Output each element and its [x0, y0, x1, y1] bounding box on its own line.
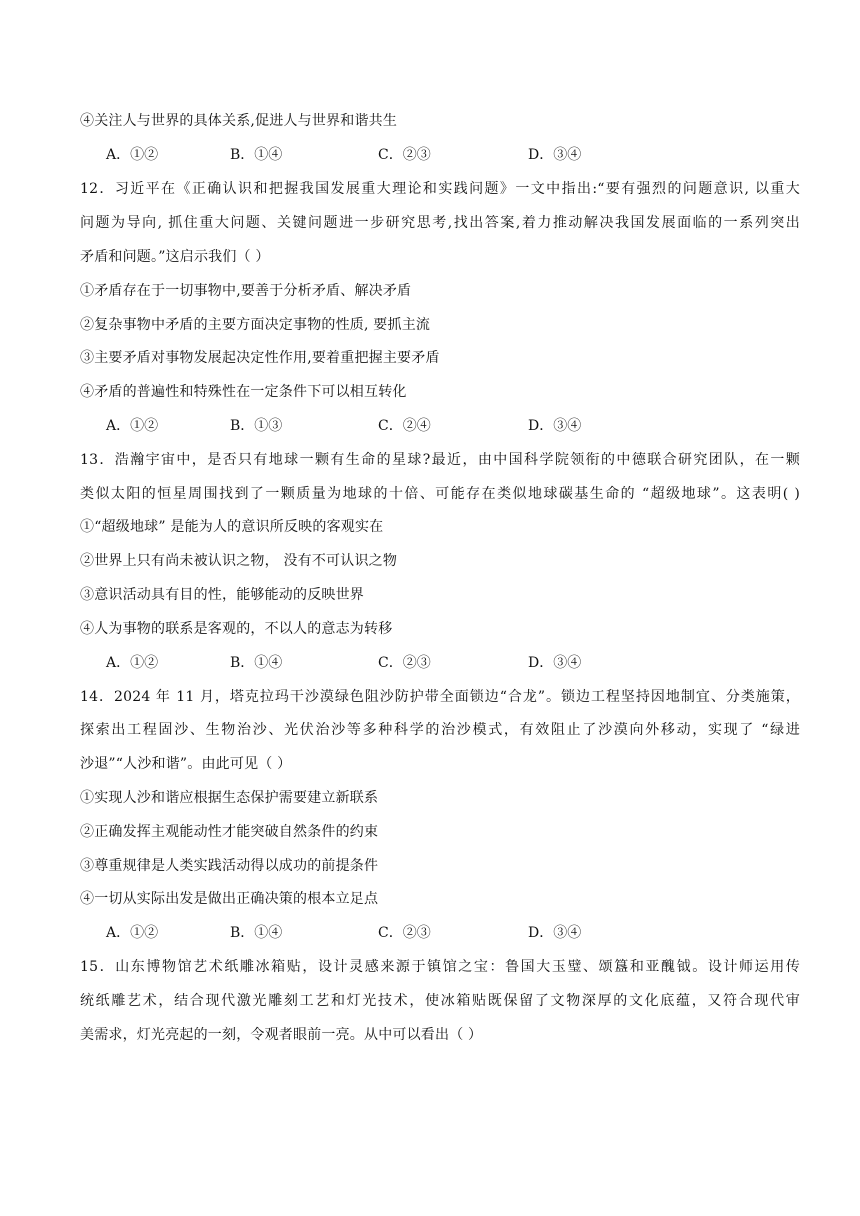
q13-options [106, 653, 666, 673]
q13-stem-line-1: 13．浩瀚宇宙中，是否只有地球一颗有生命的星球?最近，由中国科学院领衔的中德联合研究团队，在一颗 [80, 452, 800, 468]
q13-statement-1: ①“超级地球” 是能为人的意识所反映的客观实在 [80, 519, 384, 535]
q14-options [106, 923, 666, 943]
q13-statement-3: ③意识活动具有目的性，能够能动的反映世界 [80, 587, 364, 603]
q14-stem-line-1: 14．2024 年 11 月，塔克拉玛干沙漠绿色阻沙防护带全面锁边“合龙”。锁边工程坚持因地制宜、分类施策， [80, 689, 800, 705]
q12-option-b[interactable]: B．①③ [230, 418, 283, 434]
q13-statement-2: ②世界上只有尚未被认识之物， 没有不可认识之物 [80, 553, 398, 569]
q14-stem-line-3: 沙退”“人沙和谐”。由此可见（ ） [80, 756, 292, 772]
q13-option-b[interactable]: B．①④ [230, 655, 283, 671]
q11-option-b[interactable]: B．①④ [230, 147, 283, 163]
q14-statement-2: ②正确发挥主观能动性才能突破自然条件的约束 [80, 824, 379, 840]
q12-option-d[interactable]: D．③④ [528, 418, 582, 434]
q13-stem-line-2: 类似太阳的恒星周围找到了一颗质量为地球的十倍、可能存在类似地球碳基生命的 “超级地球”。这表明( ) [80, 486, 800, 502]
q13-option-d[interactable]: D．③④ [528, 655, 582, 671]
q11-options [106, 145, 666, 165]
q12-statement-2: ②复杂事物中矛盾的主要方面决定事物的性质, 要抓主流 [80, 317, 431, 333]
q14-statement-3: ③尊重规律是人类实践活动得以成功的前提条件 [80, 858, 379, 874]
q11-option-d[interactable]: D．③④ [528, 147, 582, 163]
q12-option-a[interactable]: A．①② [106, 418, 159, 434]
q13-option-c[interactable]: C．②③ [378, 655, 431, 671]
q15-stem-line-1: 15．山东博物馆艺术纸雕冰箱贴，设计灵感来源于镇馆之宝：鲁国大玉璧、颂簋和亚醜钺。设计师运用传 [80, 959, 800, 975]
q12-statement-4: ④矛盾的普遍性和特殊性在一定条件下可以相互转化 [80, 384, 407, 400]
q14-option-b[interactable]: B．①④ [230, 925, 283, 941]
q14-option-a[interactable]: A．①② [106, 925, 159, 941]
q12-options [106, 416, 666, 436]
q14-option-d[interactable]: D．③④ [528, 925, 582, 941]
q12-stem-line-2: 问题为导向, 抓住重大问题、关键问题进一步研究思考,找出答案,着力推动解决我国发展面临的一系列突出 [80, 215, 800, 231]
q12-stem-line-3: 矛盾和问题。”这启示我们（ ） [80, 249, 270, 265]
q13-option-a[interactable]: A．①② [106, 655, 159, 671]
q13-statement-4: ④人为事物的联系是客观的，不以人的意志为转移 [80, 621, 393, 637]
q14-statement-1: ①实现人沙和谐应根据生态保护需要建立新联系 [80, 790, 379, 806]
q14-statement-4: ④一切从实际出发是做出正确决策的根本立足点 [80, 891, 379, 907]
q12-statement-3: ③主要矛盾对事物发展起决定性作用,要着重把握主要矛盾 [80, 350, 440, 366]
q12-statement-1: ①矛盾存在于一切事物中,要善于分析矛盾、解决矛盾 [80, 283, 412, 299]
q15-stem-line-2: 统纸雕艺术，结合现代激光雕刻工艺和灯光技术，使冰箱贴既保留了文物深厚的文化底蕴，又符合现代审 [80, 993, 800, 1009]
q11-option-a[interactable]: A．①② [106, 147, 159, 163]
q12-stem-line-1: 12．习近平在《正确认识和把握我国发展重大理论和实践问题》一文中指出:“要有强烈的问题意识, 以重大 [80, 181, 800, 197]
q15-stem-line-3: 美需求，灯光亮起的一刻，令观者眼前一亮。从中可以看出（ ） [80, 1027, 483, 1043]
q12-option-c[interactable]: C．②④ [378, 418, 431, 434]
q11-option-c[interactable]: C．②③ [378, 147, 431, 163]
q11-statement-4: ④关注人与世界的具体关系,促进人与世界和谐共生 [80, 113, 398, 129]
q14-option-c[interactable]: C．②③ [378, 925, 431, 941]
q14-stem-line-2: 探索出工程固沙、生物治沙、光伏治沙等多种科学的治沙模式，有效阻止了沙漠向外移动，实现了 “绿进 [80, 722, 800, 738]
